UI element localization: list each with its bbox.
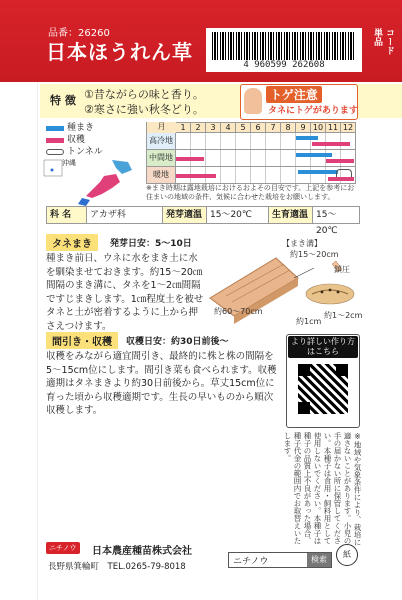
month-8: 8 <box>281 122 296 133</box>
qr-title: より詳しい作り方はこちら <box>288 336 358 358</box>
map-honshu <box>86 174 120 198</box>
calendar-month-label: 月 <box>146 122 176 133</box>
barcode-icon <box>212 32 356 60</box>
harvest-swatch-icon <box>46 138 64 143</box>
month-7: 7 <box>266 122 281 133</box>
legend-harvest-label: 収穫 <box>67 135 86 145</box>
growth-temp-label: 生育適温 <box>269 207 313 223</box>
features-heading: 特 徴 <box>50 94 76 107</box>
barcode-number: 4 960599 262608 <box>243 60 325 70</box>
product-title: 日本ほうれん草 <box>46 40 193 64</box>
month-12: 12 <box>341 122 356 133</box>
map-hokkaido <box>112 160 132 174</box>
germ-temp-label: 発芽適温 <box>163 207 207 223</box>
company-name: 日本農産種苗株式会社 <box>92 546 192 557</box>
row-label-highland: 高冷地 <box>146 133 176 150</box>
highland-harvest-bar <box>312 142 350 146</box>
diagram-bed-width: 約60〜70cm <box>214 307 263 316</box>
family-value: アカザ科 <box>87 207 163 223</box>
row-body-warm <box>176 167 356 184</box>
month-1: 1 <box>176 122 191 133</box>
diagram-depth: 約1cm <box>296 317 322 326</box>
calendar-header <box>146 122 356 133</box>
middle-harvest-bar-early <box>176 157 204 161</box>
info-table <box>46 206 360 236</box>
month-9: 9 <box>296 122 311 133</box>
tunnel-swatch-icon <box>46 149 64 155</box>
calendar-legend <box>46 122 103 158</box>
growth-temp-value: 15〜20℃ <box>316 210 338 236</box>
map-kyushu <box>78 198 90 206</box>
furrow-pointer <box>294 268 314 278</box>
diagram-furrow-distance: 約15〜20cm <box>290 250 339 259</box>
warm-harvest-bar <box>328 177 354 181</box>
search-input: ニチノウ <box>233 557 269 567</box>
feature-1: ①昔ながらの味と香り。 <box>84 88 204 101</box>
sowing-text: 種まき前日、ウネに水をまき土に水を馴染ませておきます。約15〜20㎝間隔のまき溝に、タネを1〜2㎝間隔ですじまきします。1㎝程度土を被せタネと土が密着するように上から押さえつけます。 <box>46 253 204 332</box>
tanpin-label: 単品 <box>372 28 382 46</box>
company-address: 長野県箕輪町 TEL.0265-79-8018 <box>48 562 186 572</box>
paper-recycle-icon: 紙 <box>336 544 358 566</box>
legend-harvest <box>46 134 103 146</box>
germ-temp-value: 15〜20℃ <box>207 207 269 223</box>
calendar-row-middle <box>146 150 356 167</box>
diagram-spacing: 約1〜2cm <box>324 311 363 320</box>
month-3: 3 <box>206 122 221 133</box>
legend-sowing-label: 種まき <box>67 123 95 133</box>
calendar-row-highland <box>146 133 356 150</box>
row-body-middle <box>176 150 356 167</box>
month-2: 2 <box>191 122 206 133</box>
row-label-middle: 中間地 <box>146 150 176 167</box>
qr-code-icon[interactable] <box>298 364 348 414</box>
code-vertical-label: コード <box>384 28 394 55</box>
family-label: 科 名 <box>47 207 87 223</box>
thinning-text: 収穫をみながら適宜間引き、最終的に株と株の間隔を5〜15cm位にします。間引き菜も食べられます。収穫適期はタネまきより約30日前後から。草丈15cm位に育った頃から収穫適期です。生長の早いものから順次収穫します。 <box>46 351 277 416</box>
diagram-press-label: 鎮圧 <box>334 265 350 274</box>
warm-sowing-bar <box>298 170 338 174</box>
thinning-subheading: 収穫日安：約30日前後〜 <box>126 337 229 347</box>
product-code: 品番：26260 <box>48 28 110 39</box>
month-6: 6 <box>251 122 266 133</box>
search-button: 検索 <box>307 553 331 567</box>
seed-dot-1 <box>321 291 324 294</box>
feature-2: ②寒さに強い秋冬どり。 <box>84 103 204 116</box>
hand-pointer-icon <box>244 88 262 114</box>
diagram-makimizo: 【まき溝】 <box>282 239 322 248</box>
row-label-warm: 暖地 <box>146 167 176 184</box>
okinawa-label: 沖縄 <box>62 159 76 167</box>
barcode-box <box>206 28 362 72</box>
month-4: 4 <box>221 122 236 133</box>
legend-tunnel <box>46 146 103 158</box>
sowing-heading: タネまき <box>46 234 98 251</box>
highland-sowing-bar <box>296 136 318 140</box>
calendar-row-warm <box>146 167 356 184</box>
seed-dot-2 <box>329 289 332 292</box>
middle-harvest-bar <box>326 159 354 163</box>
tunnel-mark-icon <box>336 169 352 177</box>
calendar-note: ※まき時期は露地栽培におけるおよその目安です。上記を参考にお住まいの地域の条件、気候に合わせた栽培をお願いします。 <box>146 184 355 201</box>
month-11: 11 <box>326 122 341 133</box>
okinawa-frame <box>44 160 62 176</box>
month-10: 10 <box>311 122 326 133</box>
sowing-subheading: 発芽日安：5〜10日 <box>110 239 192 249</box>
month-5: 5 <box>236 122 251 133</box>
seed-dot-3 <box>337 291 340 294</box>
legend-sowing <box>46 122 103 134</box>
map-okinawa <box>51 169 54 172</box>
thinning-heading: 間引き・収穫 <box>46 332 118 349</box>
brand-tag: ニチノウ <box>46 542 80 554</box>
toge-warning-title: トゲ注意 <box>266 86 322 103</box>
legend-tunnel-label: トンネル <box>67 147 103 157</box>
toge-warning-subtitle: タネにトゲがあります <box>268 106 358 116</box>
sowing-swatch-icon <box>46 126 64 131</box>
left-margin <box>0 0 38 600</box>
japan-map-icon <box>42 158 142 208</box>
web-search-box <box>228 552 332 568</box>
caution-note: ※地域や気象条件により、栽培に適さないことがあります。小児の手の届かない所に保管してください。本種子は食用・飼料用として使用しないでください。本種子は種子の品質上不良があった場合、種子代金の範囲内でお取替えいたします。 <box>283 432 362 546</box>
middle-sowing-bar <box>296 153 332 157</box>
warm-harvest-bar-early <box>176 174 216 178</box>
row-body-highland <box>176 133 356 150</box>
